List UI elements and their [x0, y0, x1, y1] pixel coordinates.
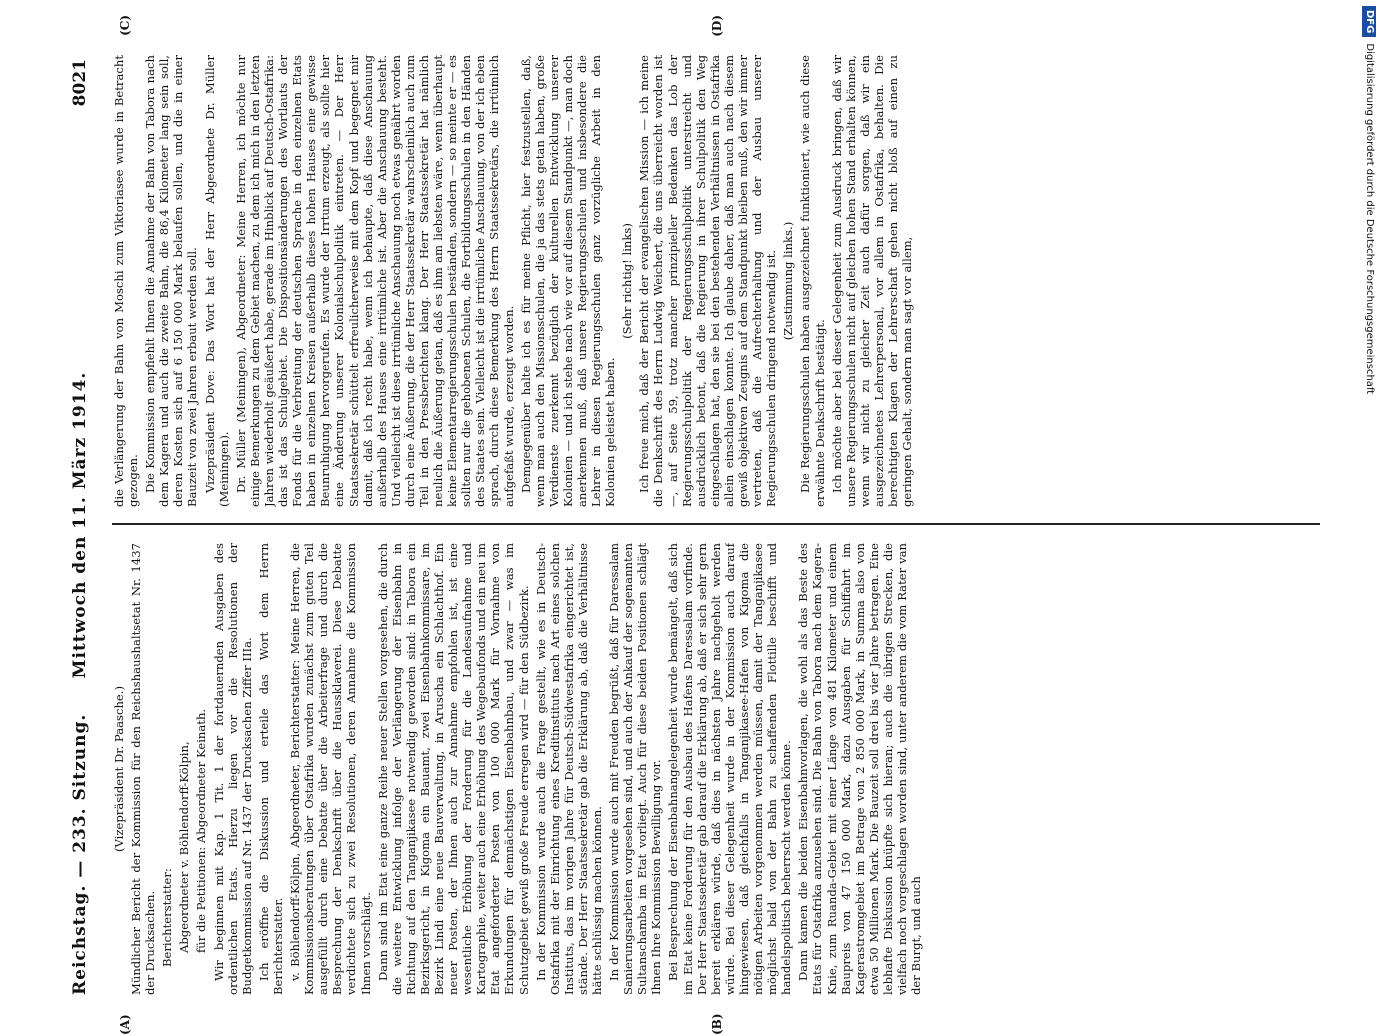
- header-page-number: 8021: [70, 59, 90, 106]
- header-session: Reichstag. — 233. Sitzung.: [70, 714, 90, 995]
- margin-marker-c: (C): [118, 15, 132, 36]
- paragraph: (Sehr richtig! links): [620, 55, 634, 507]
- paragraph: Die Kommission empfiehlt Ihnen die Annahme der Bahn von Tabora nach dem Kagera und auch die zweite Bahn, die 86,4 Kilometer lang sein soll, deren Kosten sich auf 6 150 000 Mark belaufen sollen, und die in einer Bauzeit von zwei Jahren erbaut werden soll.: [143, 55, 199, 507]
- dfg-logo: DFG: [1362, 6, 1376, 37]
- left-column: [112, 543, 1320, 995]
- page-header: [60, 55, 100, 995]
- paragraph: Ich eröffne die Diskussion und erteile das Wort dem Herrn Berichterstatter.: [257, 543, 285, 995]
- paragraph: Dr. Müller (Meiningen), Abgeordneter: Meine Herren, ich möchte nur einige Bemerkungen zu dem Gebiet machen, zu dem ich mich in den letzten Jahren wiederholt geäußert habe, gerade im Hinblick auf Deutsch-Ostafrika: das ist das Schulgebiet. Die Dispositionsänderungen des Wortlauts der Fonds für die Verbreitung der deutschen Sprache in den einzelnen Etats haben in einzelnen Kreisen außerhalb dieses hohen Hauses eine gewisse Beunruhigung hervorgerufen. Es wurde der Irrtum erzeugt, als sollte hier eine Änderung unserer Kolonialschulpolitik eintreten. — Der Herr Staatssekretär schüttelt erfreulicherweise mit dem Kopf und begegnet mir damit, daß ich recht habe, wenn ich behaupte, daß diese Anschauung außerhalb des Hauses eine irrtümliche ist. Aber die Anschauung besteht. Und vielleicht ist diese irrtümliche Anschauung noch etwas genährt worden durch eine Äußerung, die der Herr Staatssekretär wahrscheinlich auch zum Teil in den Pressberichten klang. Der Herr Staatssekretär hat nämlich neulich die Äußerung getan, daß es ihm am liebsten wäre, wenn überhaupt keine Elementarregierungsschulen beständen, sondern — so meinte er — es sollten nur die gehobenen Schulen, die Fortbildungsschulen in den Händen des Staates sein. Vielleicht ist die irrtümliche Anschauung, von der ich eben sprach, durch diese Bemerkung des Herrn Staatssekretärs, die irrtümlich aufgefaßt wurde, erzeugt worden.: [234, 55, 516, 507]
- paragraph: In der Kommission wurde auch mit Freuden begrüßt, daß für Daressalam Sanierungsarbeiten vorgesehen sind, und auch der Ankauf der sogenannten Sultanschamba im Etat vorliegt. Auch für diese beiden Positionen schlägt Ihnen Ihre Kommission Bewilligung vor.: [607, 543, 663, 995]
- paragraph: (Vizepräsident Dr. Paasche.): [112, 543, 126, 995]
- margin-marker-d: (D): [710, 15, 724, 37]
- paragraph: Dann sind im Etat eine ganze Reihe neuer Stellen vorgesehen, die durch die weitere Entwicklung infolge der Verlängerung der Eisenbahn in Richtung auf den Tanganjikasee notwendig geworden sind: in Tabora ein Bezirksgericht, in Kigoma ein Bauamt, zwei Eisenbahnkommissare, im Bezirk Lindi eine neue Bauverwaltung, in Aruscha ein Schlachthof. Ein neuer Posten, der Ihnen auch zur Annahme empfohlen ist, ist eine wesentliche Erhöhung der Forderung für die Landesaufnahme und Kartographie, weiter auch eine Erhöhung des Wegebaufonds und ein neu im Etat angeforderter Posten von 100 000 Mark für Vornahme von Erkundungen für demnächstigen Eisenbahnbau, und zwar — was im Schutzgebiet gewiß große Freude erregen wird — für den Südbezirk.: [376, 543, 531, 995]
- credit-text: Digitalisierung gefördert durch die Deutsche Forschungsgemeinschaft: [1364, 43, 1375, 394]
- paragraph: Die Regierungsschulen haben ausgezeichnet funktioniert, wie auch diese erwähnte Denkschrift bestätigt.: [798, 55, 826, 507]
- paragraph: Demgegenüber halte ich es für meine Pflicht, hier festzustellen, daß, wenn man auch den Missionsschulen, die ja das stets getan haben, große Verdienste zuerkennt bezüglich der kulturellen Entwicklung unserer Kolonien — und ich stehe nach wie vor auf diesem Standpunkt —, man doch anerkennen muß, daß unsere Regierungsschulen und insbesondere die Lehrer in diesen Regierungsschulen ganz vorzügliche Arbeit in den Kolonien geleistet haben.: [519, 55, 618, 507]
- paragraph: Ich möchte aber bei dieser Gelegenheit zum Ausdruck bringen, daß wir unsere Regierungsschulen nicht auf gleichen hohen Stand erhalten können, wenn wir nicht zu gleicher Zeit auch dafür sorgen, daß wir ein ausgezeichnetes Lehrerpersonal, vor allem in Ostafrika, behalten. Die berechtigten Klagen der Lehrerschaft gehen nicht bloß auf einen zu geringen Gehalt, sondern man sagt vor allem,: [830, 55, 915, 507]
- paragraph: Bei Besprechung der Eisenbahnangelegenheit wurde bemängelt, daß sich im Etat keine Forderung für den Ausbau des Hafens Daressalam vorfinde. Der Herr Staatssekretär gab darauf die Erklärung ab, daß er sich sehr gern bereit erklären würde, daß dies in nächsten Jahre nachgeholt werden würde. Bei dieser Gelegenheit wurde in der Kommission auch darauf hingewiesen, daß gleichfalls in Tanganjikasee-Hafen von Kigoma die nötigen Arbeiten vorgenommen werden müssen, damit der Tanganjikasee möglichst bald von der Bahn zu schaffenden Flottille beschifft und handelspolitisch beherrscht werden könne.: [666, 543, 793, 995]
- paragraph: Dann kamen die beiden Eisenbahnvorlagen, die wohl als das Beste des Etats für Ostafrika anzusehen sind. Die Bahn von Tabora nach dem Kagera-Knie, zum Ruanda-Gebiet mit einer Länge von 481 Kilometer und einem Baupreis von 47 150 000 Mark, dazu Ausgaben für Schiffahrt im Kagerastromgebiet im Betrage von 2 850 000 Mark, in Summa also von etwa 50 Millionen Mark. Die Bauzeit soll drei bis vier Jahre betragen. Eine lebhafte Diskussion knüpfte sich hieran; auch die übrigen Strecken, die vielfach noch vorgeschlagen worden sind, unter anderem die vom Rater van der Burgt, und auch: [796, 543, 923, 995]
- margin-marker-b: (B): [710, 1014, 724, 1035]
- margin-marker-a: (A): [118, 1014, 132, 1035]
- paragraph: Abgeordneter v. Böhlendorff-Kölpin,: [177, 543, 191, 995]
- right-column: [112, 55, 1320, 507]
- paragraph: In der Kommission wurde auch die Frage gestellt, wie es in Deutsch-Ostafrika mit der Einrichtung eines Kreditinstituts nach Art eines solchen Instituts, das im vorigen Jahre für Deutsch-Südwestafrika eingerichtet ist, stände. Der Herr Staatssekretär gab die Erklärung ab, daß die Verhältnisse hätte schlüssig machen können.: [534, 543, 604, 995]
- newspaper-page: [60, 55, 1340, 995]
- paragraph: Ich freue mich, daß der Bericht der evangelischen Mission — ich meine die Denkschrift des Herrn Ludwig Weichert, die uns überreicht worden ist —, auf Seite 59, trotz mancher prinzipieller Bedenken das Lob der Regierungsschulpolitik der Regierungsschulpolitik unterstreicht und ausdrücklich betont, daß die Regierung in ihrer Schulpolitik den Weg eingeschlagen hat, den sie bei den bestehenden Verhältnissen in Ostafrika allein einschlagen konnte. Ich glaube daher, daß man auch nach diesem gewiß objektiven Zeugnis auf dem Standpunkt bleiben muß, den wir immer vertreten, daß die Aufrechterhaltung und der Ausbau unserer Regierungsschulen dringend notwendig ist.: [637, 55, 778, 507]
- paragraph: (Zustimmung links.): [781, 55, 795, 507]
- digitization-credit: [1357, 6, 1381, 996]
- paragraph: Mündlicher Bericht der Kommission für den Reichshaushaltsetat Nr. 1437 der Drucksachen.: [129, 543, 157, 995]
- paragraph: die Verlängerung der Bahn von Moschi zum Viktoriasee wurde in Betracht gezogen.: [112, 55, 140, 507]
- paragraph: Berichterstatter:: [160, 543, 174, 995]
- column-divider: [112, 523, 1320, 525]
- header-date: Mittwoch den 11. März 1914.: [70, 55, 90, 995]
- paragraph: Vizepräsident Dove: Das Wort hat der Herr Abgeordnete Dr. Müller (Meiningen).: [203, 55, 231, 507]
- paragraph: v. Böhlendorff-Kölpin, Abgeordneter, Berichterstatter: Meine Herren, die Kommissionsberatungen über Ostafrika wurden zunächst zum guten Teil ausgefüllt durch eine Debatte über die Arbeiterfrage und durch die Besprechung der Denkschrift über die Haussklaverei. Diese Debatte verdichtete sich zu zwei Resolutionen, deren Annahme die Kommission Ihnen vorschlägt.: [288, 543, 373, 995]
- paragraph: Wir beginnen mit Kap. 1 Tit. 1 der fortdauernden Ausgaben des ordentlichen Etats. Hierzu liegen vor die Resolutionen der Budgetkommission auf Nr. 1437 der Drucksachen Ziffer IIIa.: [212, 543, 254, 995]
- paragraph: für die Petitionen: Abgeordneter Keinath.: [194, 543, 208, 995]
